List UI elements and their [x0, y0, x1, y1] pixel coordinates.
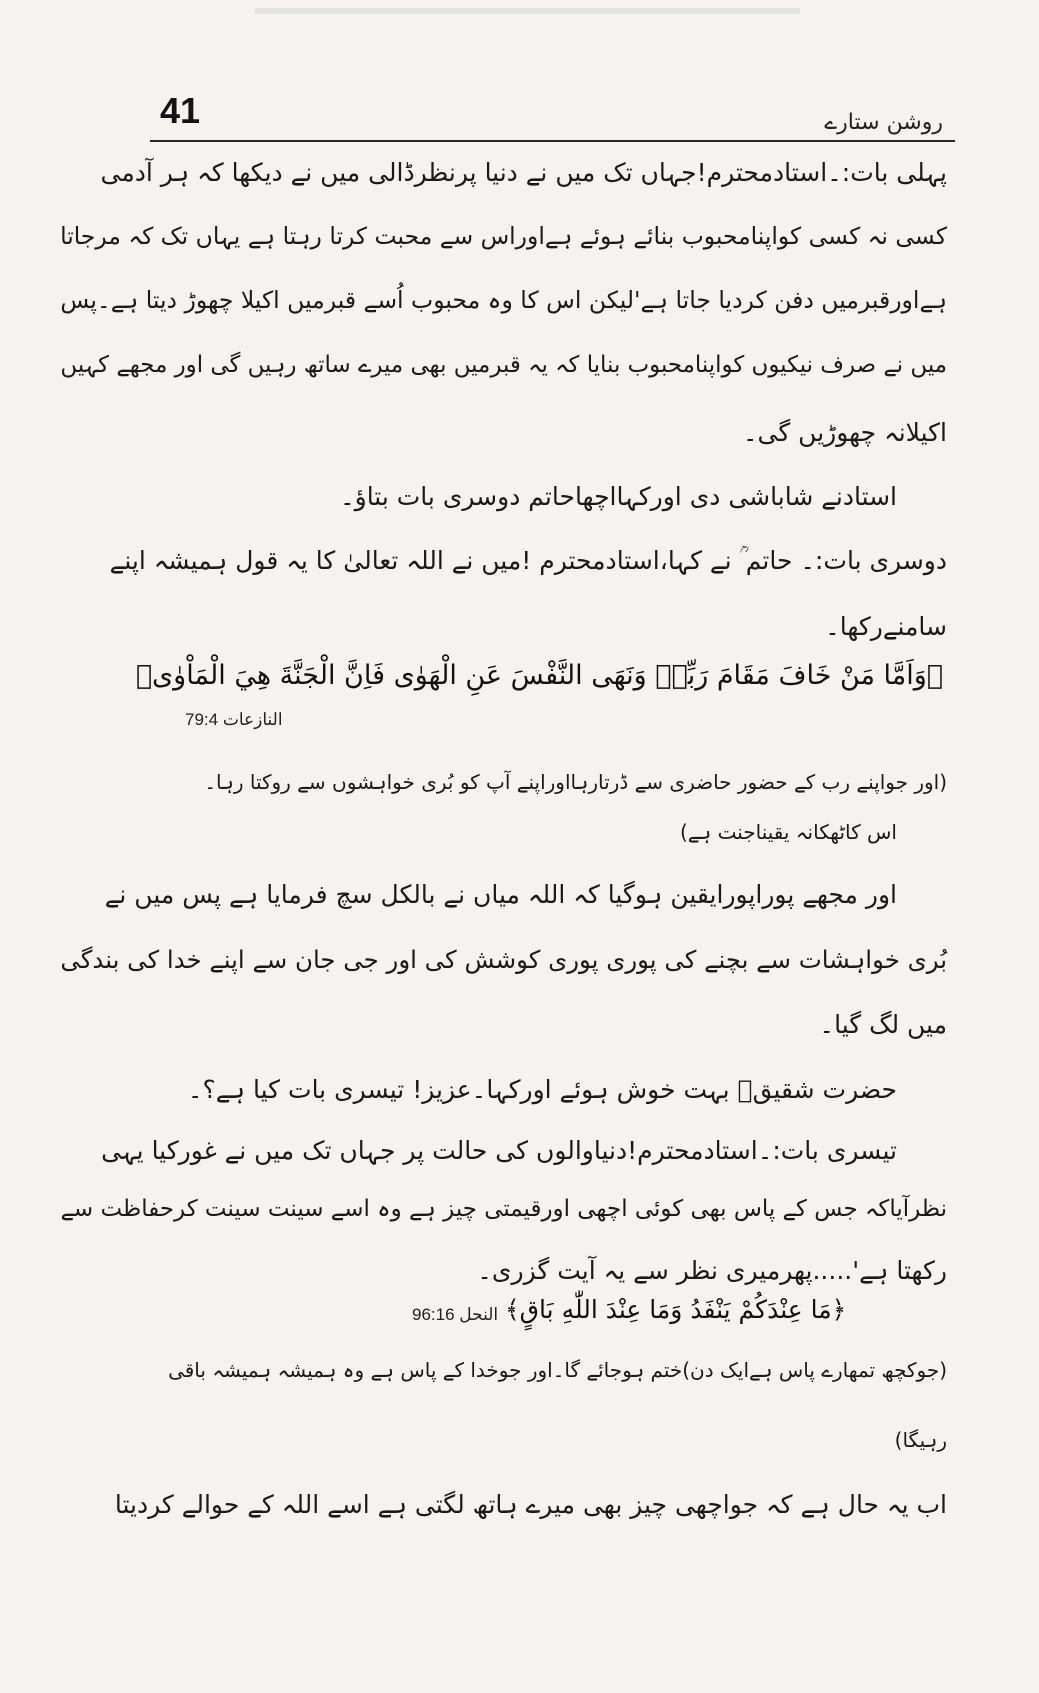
body-line-7: دوسری بات:۔ حاتم ؒ نے کہا،استادمحترم !میں نے اللہ تعالیٰ کا یہ قول ہمیشہ اپنے [109, 546, 947, 575]
translation-1-line-2: اس کاٹھکانہ یقیناجنت ہے) [680, 820, 897, 844]
body-line-14: نظرآیاکہ جس کے پاس بھی کوئی اچھی اورقیمتی چیز ہے وہ اسے سینت سینت کرحفاظت سے [60, 1196, 947, 1222]
body-line-5: اکیلانہ چھوڑیں گی۔ [742, 418, 947, 447]
translation-1-line-1: (اور جواپنے رب کے حضور حاضری سے ڈرتارہااوراپنے آپ کو بُری خواہشوں سے روکتا رہا۔ [204, 770, 947, 794]
body-line-4: میں نے صرف نیکیوں کواپنامحبوب بنایا کہ یہ قبرمیں بھی میرے ساتھ رہیں گی اور مجھے کہیں [60, 352, 947, 378]
verse-2-reference: النحل 96:16 [412, 1305, 499, 1324]
body-line-13: تیسری بات:۔استادمحترم!دنیاوالوں کی حالت پر جہاں تک میں نے غورکیا یہی [101, 1136, 897, 1165]
scan-smudge [255, 8, 800, 14]
body-line-6: استادنے شاباشی دی اورکہااچھاحاتم دوسری بات بتاؤ۔ [339, 482, 897, 511]
body-line-9: اور مجھے پوراپورایقین ہوگیا کہ اللہ میاں نے بالکل سچ فرمایا ہے پس میں نے [104, 880, 897, 909]
body-line-11: میں لگ گیا۔ [819, 1010, 947, 1039]
body-line-10: بُری خواہشات سے بچنے کی پوری پوری کوشش کی اور جی جان سے اپنے خدا کی بندگی [60, 945, 947, 974]
quran-verse-2: ﴿مَا عِنْدَكُمْ يَنْفَدُ وَمَا عِنْدَ اللّٰهِ بَاقٍ﴾ [505, 1295, 847, 1324]
body-line-1: پہلی بات:۔استادمحترم!جہاں تک میں نے دنیا پرنظرڈالی میں نے دیکھا کہ ہر آدمی [100, 158, 947, 187]
verse-1-reference: النازعات 79:4 [185, 710, 283, 729]
body-line-8: سامنےرکھا۔ [825, 612, 947, 641]
body-line-2: کسی نہ کسی کواپنامحبوب بنائے ہوئے ہےاوراس سے محبت کرتا رہتا ہے یہاں تک کہ مرجاتا [60, 222, 947, 250]
body-line-15: رکھتا ہے'.....پھرمیری نظر سے یہ آیت گزری۔ [477, 1256, 947, 1285]
translation-2-line-1: (جوکچھ تمھارے پاس ہےایک دن)ختم ہوجائے گا۔اور جوخدا کے پاس ہے وہ ہمیشہ ہمیشہ باقی [168, 1358, 947, 1382]
quran-verse-1: ﴿وَاَمَّا مَنْ خَافَ مَقَامَ رَبِّهٖ وَنَهَى النَّفْسَ عَنِ الْهَوٰى فَاِنَّ الْجَنَّةَ هِيَ الْمَاْوٰى﴾ [135, 660, 943, 691]
body-line-3: ہےاورقبرمیں دفن کردیا جاتا ہے'لیکن اس کا وہ محبوب اُسے قبرمیں اکیلا چھوڑ دیتا ہے۔پس [60, 286, 947, 314]
header-rule [150, 140, 955, 142]
page-number: 41 [160, 90, 201, 131]
translation-2-line-2: رہیگا) [894, 1428, 947, 1452]
running-title: روشن ستارے [824, 110, 943, 135]
body-line-12: حضرت شقیقؒ بہت خوش ہوئے اورکہا۔عزیز! تیسری بات کیا ہے؟۔ [187, 1075, 897, 1104]
body-last-line: اب یہ حال ہے کہ جواچھی چیز بھی میرے ہاتھ لگتی ہے اسے اللہ کے حوالے کردیتا [114, 1490, 947, 1519]
